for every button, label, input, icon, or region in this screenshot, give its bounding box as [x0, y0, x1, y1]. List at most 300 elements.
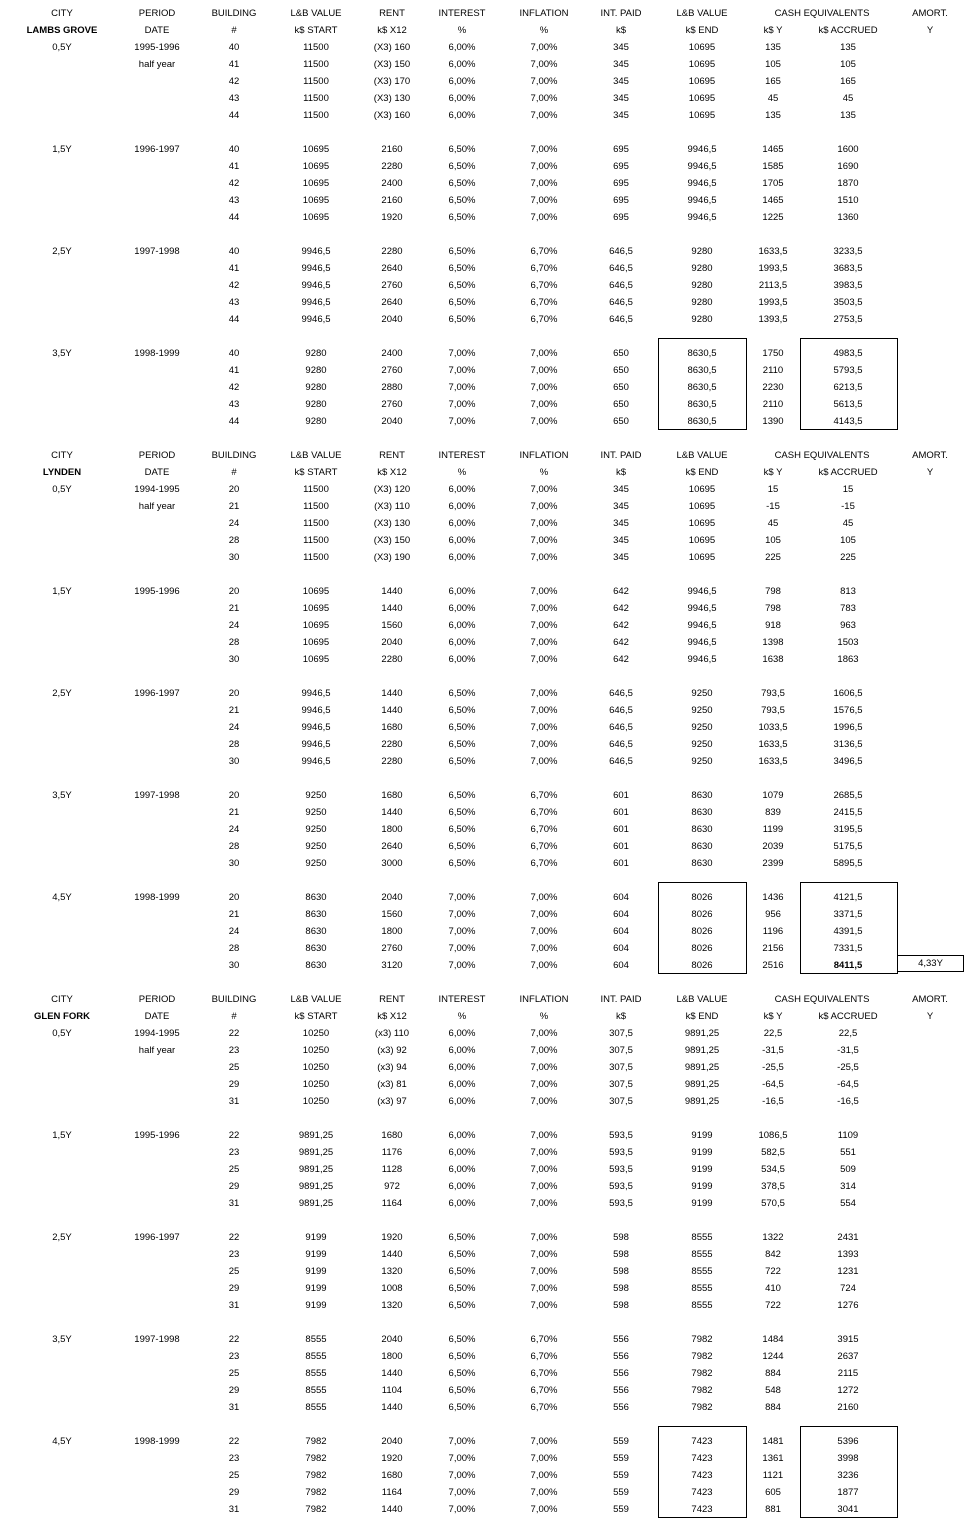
rent-cell: 1440 — [381, 603, 403, 614]
interest-cell: 6,00% — [448, 1028, 476, 1039]
period-label: 1,5Y — [52, 586, 72, 597]
table-row — [0, 311, 966, 328]
rent-cell: 1800 — [381, 824, 403, 835]
lb-value-end-header: L&B VALUE — [676, 8, 728, 19]
inflation-cell: 7,00% — [530, 1504, 558, 1515]
building-cell: 25 — [228, 1470, 240, 1481]
lb-start-cell: 10695 — [302, 144, 330, 155]
rent-cell: 1164 — [381, 1198, 403, 1209]
lb-start-cell: 9946,5 — [301, 688, 331, 699]
int-paid-cell: 307,5 — [609, 1028, 633, 1039]
int-paid-cell: 593,5 — [609, 1198, 633, 1209]
period-date: 1996-1997 — [134, 1232, 180, 1243]
table-row — [0, 1195, 966, 1212]
cash-y-cell: 2156 — [762, 943, 784, 954]
inflation-cell: 7,00% — [530, 59, 558, 70]
period-label: 2,5Y — [52, 1232, 72, 1243]
inflation-cell: 7,00% — [530, 552, 558, 563]
cash-y-header: CASH EQUIVALENTS — [774, 450, 870, 461]
table-row — [0, 1263, 966, 1280]
table-row — [0, 1348, 966, 1365]
interest-cell: 6,50% — [448, 178, 476, 189]
table-row — [0, 1127, 966, 1144]
rent-cell: (X3) 170 — [373, 76, 411, 87]
int-paid-cell: 646,5 — [609, 280, 633, 291]
cash-y-cell: 105 — [765, 535, 781, 546]
cash-accrued-cell: 963 — [840, 620, 856, 631]
interest-cell: 7,00% — [448, 943, 476, 954]
building-cell: 29 — [228, 1487, 240, 1498]
lb-end-cell: 7982 — [691, 1402, 713, 1413]
lb-start-cell: 8630 — [305, 926, 327, 937]
inflation-cell: 7,00% — [530, 1079, 558, 1090]
cash-accrued-unit: k$ ACCRUED — [818, 467, 878, 478]
int-paid-cell: 646,5 — [609, 722, 633, 733]
rent-cell: 2040 — [381, 1436, 403, 1447]
building-cell: 42 — [228, 280, 240, 291]
inflation-cell: 7,00% — [530, 399, 558, 410]
table-row — [0, 1076, 966, 1093]
interest-cell: 6,00% — [448, 654, 476, 665]
int-paid-cell: 345 — [613, 501, 629, 512]
int-paid-cell: 598 — [613, 1232, 629, 1243]
inflation-header: INFLATION — [519, 450, 569, 461]
interest-cell: 6,00% — [448, 620, 476, 631]
cash-accrued-cell: 1576,5 — [833, 705, 863, 716]
lb-start-cell: 10250 — [302, 1045, 330, 1056]
interest-cell: 6,00% — [448, 1062, 476, 1073]
building-cell: 43 — [228, 399, 240, 410]
lb-start-cell: 8555 — [305, 1402, 327, 1413]
cash-y-cell: 1322 — [762, 1232, 784, 1243]
table-row — [0, 1399, 966, 1416]
lb-start-cell: 8555 — [305, 1334, 327, 1345]
rent-header: RENT — [379, 8, 405, 19]
rent-cell: 1164 — [381, 1487, 403, 1498]
interest-cell: 6,00% — [448, 42, 476, 53]
period-label: 2,5Y — [52, 688, 72, 699]
int-paid-cell: 646,5 — [609, 297, 633, 308]
interest-cell: 6,00% — [448, 1045, 476, 1056]
rent-cell: (X3) 120 — [373, 484, 411, 495]
cash-accrued-unit: k$ ACCRUED — [818, 1011, 878, 1022]
table-row — [0, 532, 966, 549]
rent-cell: 2280 — [381, 246, 403, 257]
cash-y-cell: 105 — [765, 59, 781, 70]
cash-y-cell: 165 — [765, 76, 781, 87]
int-paid-cell: 593,5 — [609, 1130, 633, 1141]
inflation-cell: 7,00% — [530, 1181, 558, 1192]
cash-y-cell: 798 — [765, 603, 781, 614]
cash-y-cell: 2110 — [762, 399, 784, 410]
cash-accrued-cell: -25,5 — [837, 1062, 859, 1073]
int-paid-cell: 642 — [613, 586, 629, 597]
table-row — [0, 1025, 966, 1042]
lb-start-cell: 10695 — [302, 603, 330, 614]
lb-end-cell: 10695 — [688, 518, 716, 529]
inflation-cell: 6,70% — [530, 263, 558, 274]
rent-cell: 1104 — [381, 1385, 403, 1396]
accrued-highlight-box — [800, 882, 898, 974]
building-cell: 21 — [228, 909, 240, 920]
amort-unit: Y — [926, 25, 934, 36]
lb-end-highlight-box — [658, 338, 747, 430]
table-row — [0, 39, 966, 56]
cash-accrued-cell: 783 — [840, 603, 856, 614]
lb-start-cell: 8630 — [305, 960, 327, 971]
interest-cell: 6,50% — [448, 756, 476, 767]
interest-cell: 7,00% — [448, 1453, 476, 1464]
lb-end-cell: 8630,5 — [687, 399, 717, 410]
inflation-cell: 6,70% — [530, 1334, 558, 1345]
rent-cell: 1440 — [381, 1504, 403, 1515]
table-row — [0, 1246, 966, 1263]
int-paid-cell: 598 — [613, 1249, 629, 1260]
rent-cell: 1920 — [381, 1453, 403, 1464]
inflation-cell: 7,00% — [530, 76, 558, 87]
rent-cell: 1800 — [381, 1351, 403, 1362]
int-paid-cell: 345 — [613, 42, 629, 53]
lb-start-cell: 9250 — [305, 858, 327, 869]
interest-cell: 6,00% — [448, 586, 476, 597]
cash-accrued-cell: 554 — [840, 1198, 856, 1209]
table-row — [0, 702, 966, 719]
amort-unit: Y — [926, 467, 934, 478]
interest-cell: 6,00% — [448, 1130, 476, 1141]
rent-cell: 2040 — [381, 637, 403, 648]
inflation-cell: 7,00% — [530, 1130, 558, 1141]
int-paid-cell: 601 — [613, 807, 629, 818]
period-date: 1998-1999 — [134, 1436, 180, 1447]
interest-cell: 6,50% — [448, 807, 476, 818]
rent-cell: 1920 — [381, 212, 403, 223]
table-row — [0, 90, 966, 107]
cash-accrued-cell: 105 — [840, 535, 856, 546]
lb-start-cell: 7982 — [305, 1487, 327, 1498]
lb-end-cell: 10695 — [688, 93, 716, 104]
int-paid-cell: 695 — [613, 161, 629, 172]
lb-end-cell: 8026 — [691, 909, 713, 920]
interest-cell: 6,00% — [448, 552, 476, 563]
int-paid-cell: 695 — [613, 144, 629, 155]
cash-y-cell: 1086,5 — [758, 1130, 788, 1141]
cash-accrued-cell: 2160 — [837, 1402, 859, 1413]
building-cell: 40 — [228, 246, 240, 257]
interest-cell: 6,50% — [448, 1334, 476, 1345]
int-paid-header: INT. PAID — [600, 994, 642, 1005]
cash-y-cell: 956 — [765, 909, 781, 920]
city-name: LYNDEN — [42, 467, 82, 478]
table-row — [0, 1059, 966, 1076]
lb-end-cell: 9946,5 — [687, 161, 717, 172]
inflation-cell: 7,00% — [530, 892, 558, 903]
lb-end-cell: 10695 — [688, 42, 716, 53]
lb-start-cell: 8630 — [305, 909, 327, 920]
cash-y-cell: 1633,5 — [758, 756, 788, 767]
interest-cell: 6,50% — [448, 297, 476, 308]
accrued-highlight-box — [800, 1426, 898, 1518]
interest-cell: 6,00% — [448, 76, 476, 87]
cash-y-cell: 1633,5 — [758, 739, 788, 750]
cash-accrued-cell: 4391,5 — [833, 926, 863, 937]
lb-end-cell: 8555 — [691, 1300, 713, 1311]
building-cell: 41 — [228, 161, 240, 172]
inflation-cell: 7,00% — [530, 535, 558, 546]
cash-accrued-cell: 3371,5 — [833, 909, 863, 920]
interest-unit: % — [457, 467, 467, 478]
int-paid-cell: 604 — [613, 909, 629, 920]
interest-cell: 6,00% — [448, 484, 476, 495]
cash-y-cell: 1196 — [762, 926, 784, 937]
building-cell: 44 — [228, 212, 240, 223]
amort-unit: Y — [926, 1011, 934, 1022]
cash-y-cell: 793,5 — [761, 688, 785, 699]
city-header: CITY — [51, 994, 73, 1005]
table-row — [0, 56, 966, 73]
cash-y-cell: 605 — [765, 1487, 781, 1498]
interest-cell: 6,50% — [448, 280, 476, 291]
cash-accrued-cell: 6213,5 — [833, 382, 863, 393]
rent-cell: 2760 — [381, 943, 403, 954]
inflation-header: INFLATION — [519, 994, 569, 1005]
int-paid-cell: 601 — [613, 841, 629, 852]
building-cell: 40 — [228, 144, 240, 155]
cash-y-cell: 534,5 — [761, 1164, 785, 1175]
table-row — [0, 736, 966, 753]
building-cell: 20 — [228, 484, 240, 495]
inflation-cell: 7,00% — [530, 756, 558, 767]
interest-cell: 6,50% — [448, 1385, 476, 1396]
rent-cell: (X3) 130 — [373, 93, 411, 104]
cash-y-cell: 793,5 — [761, 705, 785, 716]
rent-header: RENT — [379, 450, 405, 461]
interest-cell: 6,50% — [448, 1283, 476, 1294]
lb-end-cell: 9280 — [691, 314, 713, 325]
cash-y-header: CASH EQUIVALENTS — [774, 8, 870, 19]
cash-accrued-cell: 5895,5 — [833, 858, 863, 869]
inflation-cell: 7,00% — [530, 654, 558, 665]
building-cell: 22 — [228, 1232, 240, 1243]
int-paid-unit: k$ — [615, 1011, 627, 1022]
inflation-cell: 6,70% — [530, 1402, 558, 1413]
period-date: 1995-1996 — [134, 42, 180, 53]
lb-end-highlight-box — [658, 882, 747, 974]
inflation-cell: 7,00% — [530, 93, 558, 104]
inflation-cell: 7,00% — [530, 705, 558, 716]
interest-cell: 6,50% — [448, 841, 476, 852]
rent-cell: (x3) 92 — [377, 1045, 407, 1056]
cash-y-unit: k$ Y — [763, 467, 783, 478]
rent-cell: 1008 — [381, 1283, 403, 1294]
lb-start-cell: 9891,25 — [298, 1130, 334, 1141]
inflation-cell: 7,00% — [530, 1028, 558, 1039]
interest-cell: 6,50% — [448, 144, 476, 155]
lb-end-cell: 8630,5 — [687, 365, 717, 376]
lb-start-cell: 8630 — [305, 892, 327, 903]
cash-accrued-cell: 165 — [840, 76, 856, 87]
lb-end-cell: 9199 — [691, 1181, 713, 1192]
inflation-cell: 7,00% — [530, 960, 558, 971]
interest-cell: 6,50% — [448, 1249, 476, 1260]
inflation-cell: 7,00% — [530, 1198, 558, 1209]
table-row — [0, 855, 966, 872]
inflation-cell: 7,00% — [530, 212, 558, 223]
inflation-cell: 7,00% — [530, 518, 558, 529]
cash-accrued-cell: -64,5 — [837, 1079, 859, 1090]
cash-accrued-cell: 5793,5 — [833, 365, 863, 376]
cash-accrued-cell: 4121,5 — [833, 892, 863, 903]
interest-cell: 6,00% — [448, 603, 476, 614]
interest-cell: 6,00% — [448, 1198, 476, 1209]
interest-cell: 6,50% — [448, 1232, 476, 1243]
interest-cell: 6,50% — [448, 263, 476, 274]
rent-cell: 1920 — [381, 1232, 403, 1243]
building-cell: 29 — [228, 1079, 240, 1090]
lb-start-cell: 9199 — [305, 1249, 327, 1260]
lb-end-cell: 8555 — [691, 1249, 713, 1260]
cash-accrued-cell: 3233,5 — [833, 246, 863, 257]
building-cell: 42 — [228, 382, 240, 393]
lb-start-cell: 10695 — [302, 212, 330, 223]
table-row — [0, 209, 966, 226]
lb-end-cell: 7423 — [691, 1504, 713, 1515]
inflation-cell: 7,00% — [530, 1164, 558, 1175]
building-cell: 22 — [228, 1028, 240, 1039]
rent-cell: 2760 — [381, 365, 403, 376]
lb-end-cell: 9280 — [691, 263, 713, 274]
interest-cell: 7,00% — [448, 960, 476, 971]
interest-cell: 6,50% — [448, 705, 476, 716]
building-cell: 22 — [228, 1436, 240, 1447]
table-row — [0, 481, 966, 498]
period-header: PERIOD — [138, 994, 176, 1005]
lb-start-cell: 9250 — [305, 790, 327, 801]
int-paid-cell: 556 — [613, 1385, 629, 1396]
inflation-cell: 7,00% — [530, 365, 558, 376]
cash-y-cell: 1638 — [762, 654, 784, 665]
lb-end-cell: 8630 — [691, 807, 713, 818]
inflation-cell: 7,00% — [530, 688, 558, 699]
building-unit: # — [231, 25, 237, 36]
int-paid-cell: 646,5 — [609, 756, 633, 767]
table-row — [0, 685, 966, 702]
period-label: 4,5Y — [52, 1436, 72, 1447]
int-paid-cell: 307,5 — [609, 1045, 633, 1056]
cash-y-cell: 1225 — [762, 212, 784, 223]
int-paid-cell: 695 — [613, 195, 629, 206]
lb-start-cell: 11500 — [303, 110, 329, 121]
lb-start-cell: 10250 — [302, 1079, 330, 1090]
lb-end-cell: 10695 — [688, 59, 716, 70]
int-paid-cell: 345 — [613, 535, 629, 546]
cash-y-cell: 1361 — [762, 1453, 784, 1464]
lb-start-cell: 9280 — [305, 382, 327, 393]
lb-value-header: L&B VALUE — [290, 8, 342, 19]
table-row — [0, 107, 966, 124]
period-date: 1995-1996 — [134, 1130, 180, 1141]
cash-accrued-cell: -31,5 — [837, 1045, 859, 1056]
building-cell: 41 — [228, 59, 240, 70]
table-row — [0, 1042, 966, 1059]
cash-accrued-cell: 509 — [840, 1164, 856, 1175]
interest-cell: 7,00% — [448, 1470, 476, 1481]
lb-value-end-unit: k$ END — [685, 467, 719, 478]
cash-accrued-cell: 1863 — [837, 654, 859, 665]
period-note: half year — [138, 501, 176, 512]
building-unit: # — [231, 1011, 237, 1022]
lb-end-cell: 9891,25 — [684, 1079, 720, 1090]
cash-accrued-cell: 3683,5 — [833, 263, 863, 274]
building-cell: 31 — [228, 1096, 240, 1107]
period-date: 1998-1999 — [134, 348, 180, 359]
cash-accrued-cell: 1393 — [837, 1249, 859, 1260]
int-paid-header: INT. PAID — [600, 8, 642, 19]
inflation-cell: 7,00% — [530, 909, 558, 920]
int-paid-cell: 650 — [613, 382, 629, 393]
int-paid-cell: 345 — [613, 518, 629, 529]
interest-cell: 6,50% — [448, 824, 476, 835]
period-date: 1997-1998 — [134, 246, 180, 257]
amort-header: AMORT. — [912, 994, 948, 1005]
building-cell: 31 — [228, 1300, 240, 1311]
inflation-cell: 7,00% — [530, 484, 558, 495]
int-paid-cell: 559 — [613, 1470, 629, 1481]
building-cell: 40 — [228, 348, 240, 359]
table-row — [0, 498, 966, 515]
lb-end-cell: 9280 — [691, 280, 713, 291]
rent-cell: 1680 — [381, 1130, 403, 1141]
interest-cell: 6,00% — [448, 110, 476, 121]
inflation-cell: 7,00% — [530, 1487, 558, 1498]
lb-start-cell: 11500 — [303, 93, 329, 104]
lb-start-cell: 9891,25 — [298, 1164, 334, 1175]
interest-cell: 7,00% — [448, 365, 476, 376]
int-paid-cell: 604 — [613, 960, 629, 971]
cash-accrued-cell: 3983,5 — [833, 280, 863, 291]
rent-cell: 2640 — [381, 841, 403, 852]
int-paid-cell: 646,5 — [609, 688, 633, 699]
inflation-cell: 7,00% — [530, 603, 558, 614]
int-paid-cell: 345 — [613, 552, 629, 563]
cash-y-cell: 1465 — [762, 144, 784, 155]
cash-y-cell: 722 — [765, 1300, 781, 1311]
cash-accrued-cell: 1870 — [837, 178, 859, 189]
cash-accrued-cell: 3998 — [837, 1453, 859, 1464]
cash-y-cell: 1993,5 — [758, 263, 788, 274]
building-cell: 23 — [228, 1351, 240, 1362]
int-paid-cell: 650 — [613, 365, 629, 376]
rent-cell: 2760 — [381, 399, 403, 410]
int-paid-cell: 642 — [613, 654, 629, 665]
cash-accrued-cell: 135 — [840, 42, 856, 53]
int-paid-cell: 307,5 — [609, 1096, 633, 1107]
inflation-cell: 7,00% — [530, 195, 558, 206]
cash-accrued-cell: 3496,5 — [833, 756, 863, 767]
rent-cell: 2040 — [381, 314, 403, 325]
lb-end-cell: 7423 — [691, 1487, 713, 1498]
cash-y-cell: 2399 — [762, 858, 784, 869]
inflation-cell: 6,70% — [530, 841, 558, 852]
interest-unit: % — [457, 25, 467, 36]
rent-cell: (X3) 160 — [373, 110, 411, 121]
cash-y-cell: 1121 — [762, 1470, 784, 1481]
lb-end-cell: 8630,5 — [687, 382, 717, 393]
table-row — [0, 1331, 966, 1348]
building-cell: 23 — [228, 1249, 240, 1260]
rent-cell: 1680 — [381, 722, 403, 733]
cash-y-cell: 410 — [765, 1283, 781, 1294]
int-paid-cell: 646,5 — [609, 705, 633, 716]
